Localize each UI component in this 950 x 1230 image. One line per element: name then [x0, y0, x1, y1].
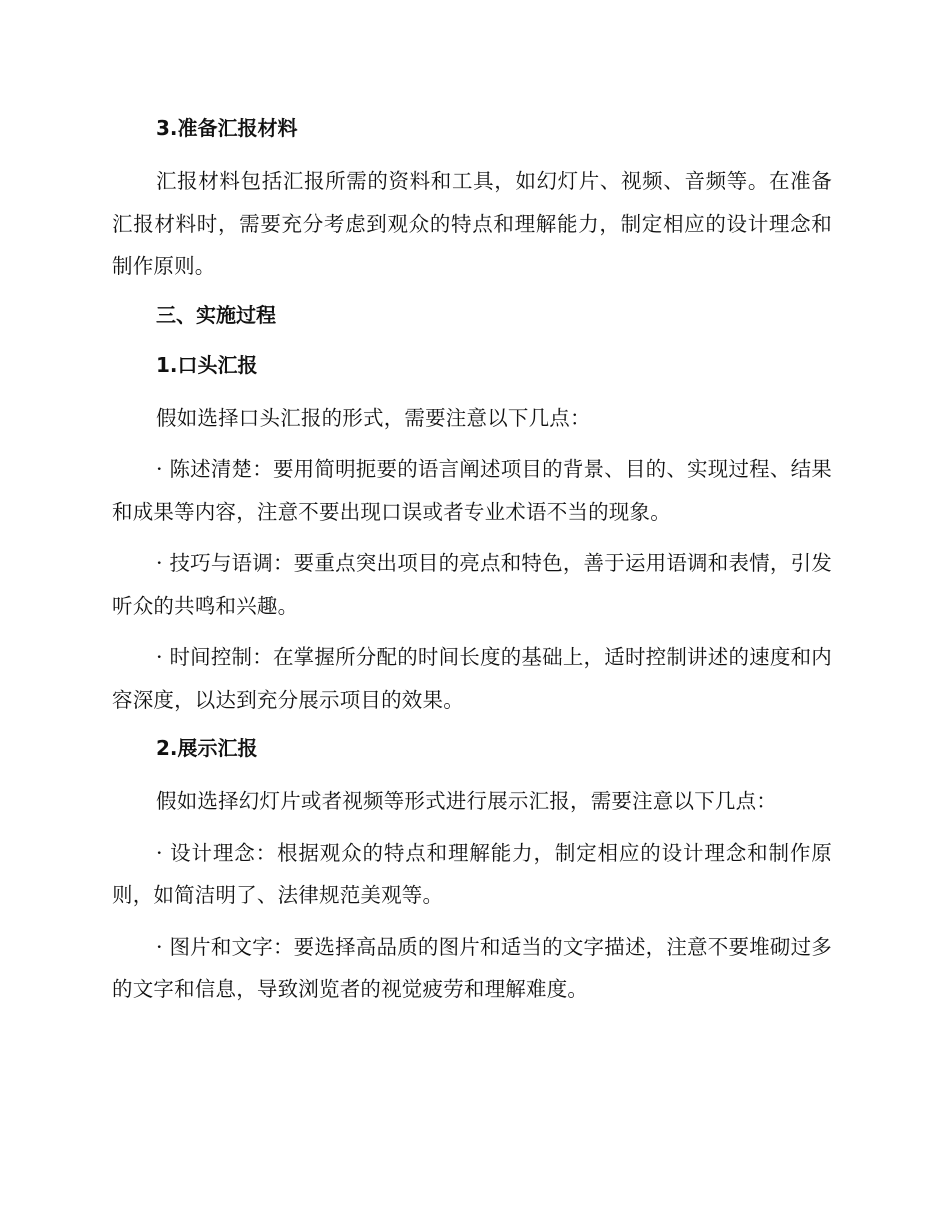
bullet-paragraph: · 图片和文字：要选择高品质的图片和适当的文字描述，注意不要堆砌过多的文字和信息，导致浏览者的视觉疲劳和理解难度。	[112, 934, 832, 1001]
bullet-paragraph: · 设计理念：根据观众的特点和理解能力，制定相应的设计理念和制作原则，如简洁明了、法律规范美观等。	[112, 840, 832, 907]
bullet-paragraph: · 陈述清楚：要用简明扼要的语言阐述项目的背景、目的、实现过程、结果和成果等内容，注意不要出现口误或者专业术语不当的现象。	[112, 457, 832, 524]
bullet-paragraph: · 时间控制：在掌握所分配的时间长度的基础上，适时控制讲述的速度和内容深度，以达到充分展示项目的效果。	[112, 645, 832, 712]
bullet-paragraph: · 技巧与语调：要重点突出项目的亮点和特色，善于运用语调和表情，引发听众的共鸣和兴趣。	[112, 551, 832, 618]
document-body	[112, 110, 832, 1011]
section-heading: 1.口头汇报	[156, 352, 258, 377]
body-paragraph: 汇报材料包括汇报所需的资料和工具，如幻灯片、视频、音频等。在准备汇报材料时，需要充分考虑到观众的特点和理解能力，制定相应的设计理念和制作原则。	[112, 169, 832, 278]
section-heading: 3.准备汇报材料	[156, 116, 298, 140]
section-heading: 2.展示汇报	[156, 736, 258, 760]
body-paragraph: 假如选择口头汇报的形式，需要注意以下几点：	[156, 405, 591, 430]
chapter-heading: 三、实施过程	[156, 302, 276, 327]
body-paragraph: 假如选择幻灯片或者视频等形式进行展示汇报，需要注意以下几点：	[156, 789, 777, 813]
